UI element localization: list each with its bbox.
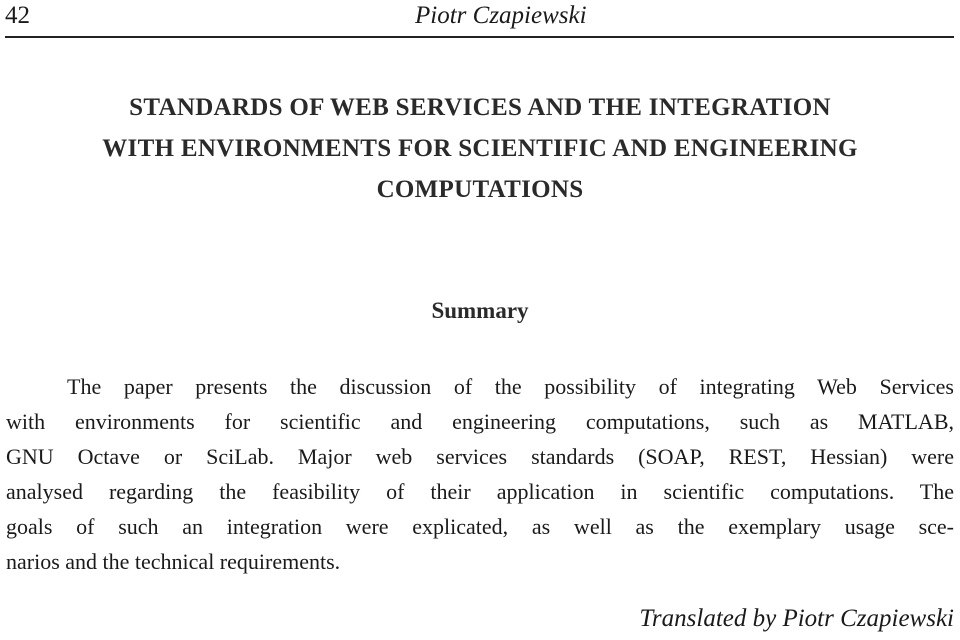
abstract-line: with environments for scientific and engineering computations, such as MATLAB, — [6, 409, 954, 434]
abstract-line: narios and the technical requirements. — [6, 549, 341, 574]
title-line: WITH ENVIRONMENTS FOR SCIENTIFIC AND ENGINEERING — [102, 135, 858, 162]
article-title — [0, 87, 960, 210]
abstract-paragraph — [6, 369, 954, 579]
abstract-line: analysed regarding the feasibility of their application in scientific computations. The — [6, 479, 954, 504]
abstract-line: goals of such an integration were explicated, as well as the exemplary usage sce- — [6, 514, 954, 539]
page-header — [5, 0, 954, 38]
page-number: 42 — [5, 2, 30, 29]
abstract-line: GNU Octave or SciLab. Major web services standards (SOAP, REST, Hessian) were — [6, 444, 954, 469]
title-line: STANDARDS OF WEB SERVICES AND THE INTEGRATION — [129, 94, 831, 121]
translator-credit: Translated by Piotr Czapiewski — [639, 605, 954, 632]
summary-heading: Summary — [431, 298, 529, 323]
title-line: COMPUTATIONS — [376, 176, 584, 203]
abstract-line: The paper presents the discussion of the possibility of integrating Web Services — [67, 374, 954, 399]
running-head-author: Piotr Czapiewski — [415, 2, 587, 29]
